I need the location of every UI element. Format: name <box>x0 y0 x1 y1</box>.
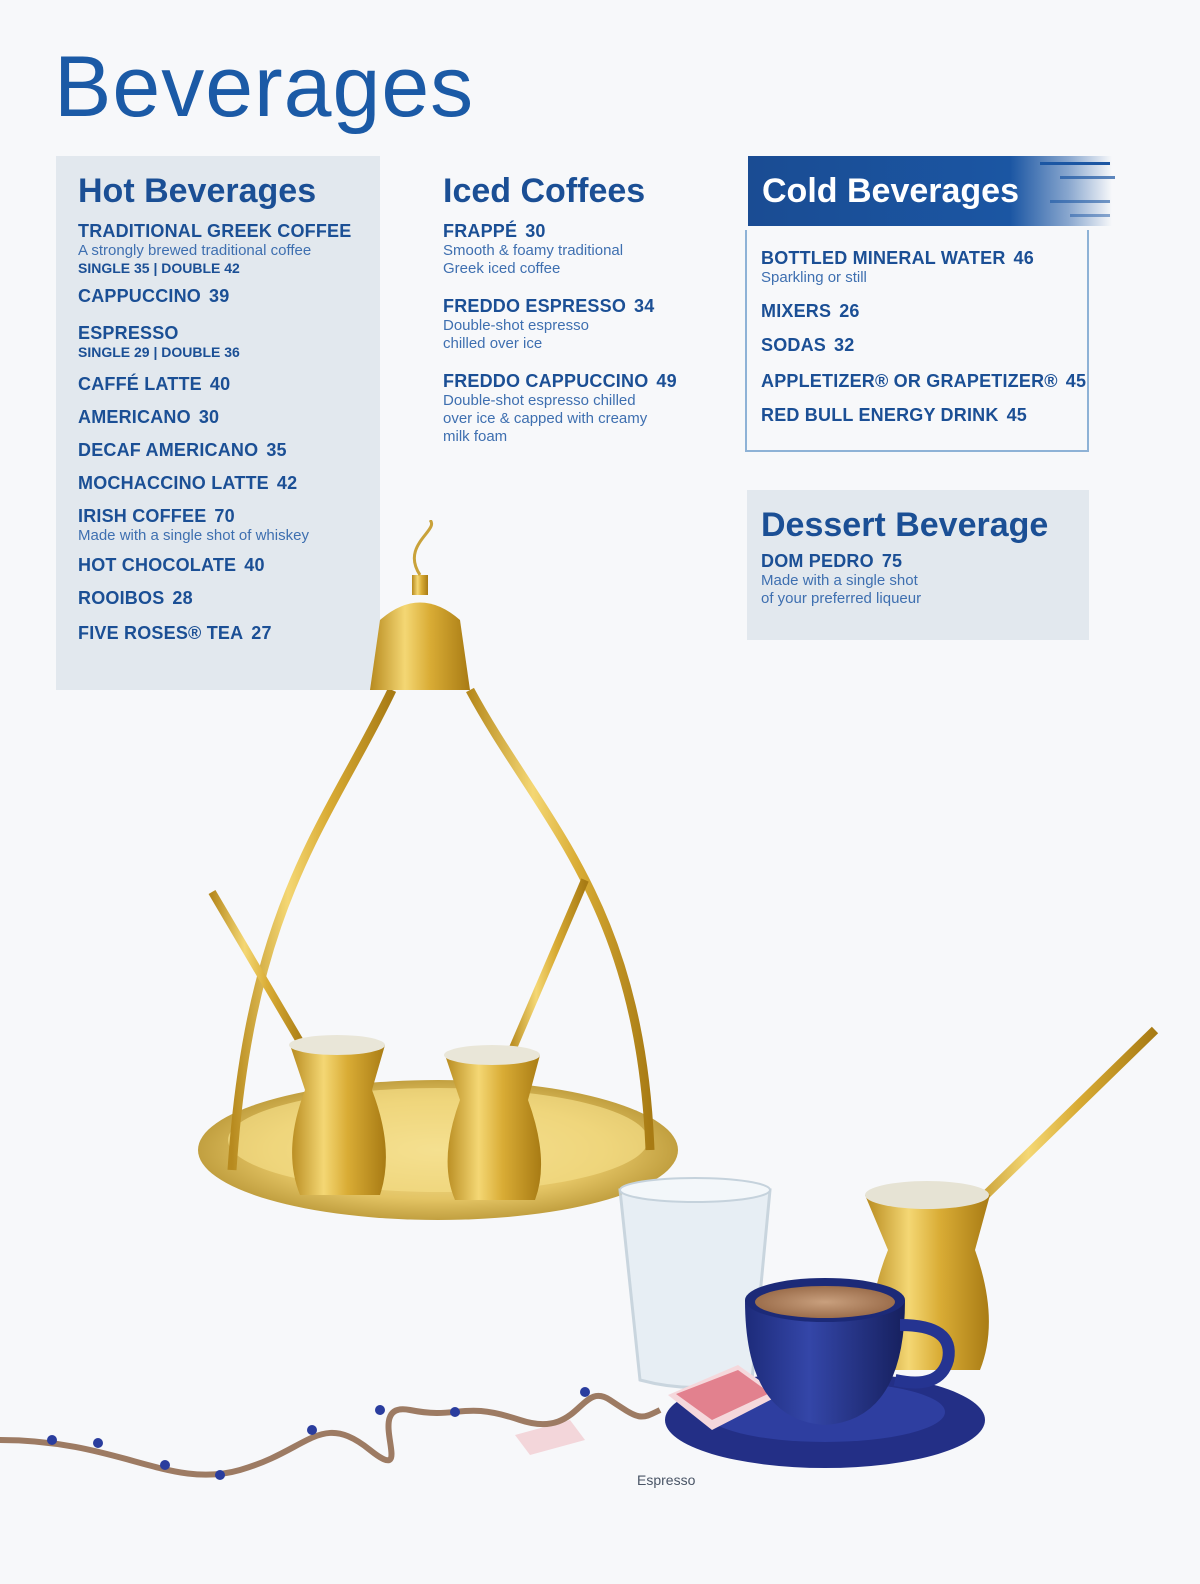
item-description: milk foam <box>443 428 508 445</box>
menu-item-americano <box>78 407 380 428</box>
item-price: 49 <box>656 371 677 391</box>
item-price: 27 <box>251 623 272 643</box>
item-description: Made with a single shot <box>761 572 918 589</box>
item-price: 39 <box>209 286 230 306</box>
cold-beverages-title: Cold Beverages <box>762 172 1019 210</box>
iced-coffees-panel <box>424 156 724 476</box>
item-price: 45 <box>1065 371 1087 391</box>
item-price: 40 <box>244 555 265 575</box>
item-price: 75 <box>881 551 903 571</box>
item-description: over ice & capped with creamy <box>443 410 648 427</box>
item-size-prices: SINGLE 35 | DOUBLE 42 <box>78 260 240 276</box>
item-size-prices: SINGLE 29 | DOUBLE 36 <box>78 344 240 360</box>
item-name: MIXERS <box>761 301 832 321</box>
menu-item-decaf-americano <box>78 440 380 461</box>
item-name: IRISH COFFEE <box>78 506 207 526</box>
iced-coffees-title: Iced Coffees <box>443 172 646 210</box>
briki-pot <box>445 1055 541 1200</box>
item-price: 30 <box>198 407 220 427</box>
item-name: AMERICANO <box>78 407 191 427</box>
item-name: RED BULL ENERGY DRINK <box>761 405 999 425</box>
item-price: 42 <box>276 473 298 493</box>
item-price: 35 <box>266 440 287 460</box>
item-name: TRADITIONAL GREEK COFFEE <box>78 221 352 241</box>
item-description: Smooth & foamy traditional <box>443 242 624 259</box>
item-description: Greek iced coffee <box>443 260 561 277</box>
item-price: 46 <box>1013 248 1034 268</box>
menu-item-sodas <box>761 335 1087 356</box>
item-name: HOT CHOCOLATE <box>78 555 237 575</box>
hot-beverages-title: Hot Beverages <box>78 172 317 210</box>
brush-stroke <box>1040 162 1110 165</box>
item-name: ROOIBOS <box>78 588 165 608</box>
item-name: ESPRESSO <box>78 323 179 343</box>
item-name: APPLETIZER® OR GRAPETIZER® <box>761 371 1058 391</box>
menu-item-mixers <box>761 301 1087 322</box>
brush-stroke <box>1050 200 1110 203</box>
item-price: 30 <box>525 221 546 241</box>
item-description: A strongly brewed traditional coffee <box>78 242 312 259</box>
item-name: CAPPUCCINO <box>78 286 202 306</box>
coffee-set-photo <box>0 520 1200 1584</box>
dessert-beverage-title: Dessert Beverage <box>761 506 1049 544</box>
item-price: 32 <box>834 335 855 355</box>
item-name: DECAF AMERICANO <box>78 440 259 460</box>
item-name: BOTTLED MINERAL WATER <box>761 248 1006 268</box>
briki-pot <box>290 1045 386 1195</box>
item-description: Double-shot espresso <box>443 317 589 334</box>
item-name: FREDDO ESPRESSO <box>443 296 627 316</box>
item-price: 40 <box>209 374 231 394</box>
item-description: Made with a single shot of whiskey <box>78 527 309 544</box>
water-glass <box>620 1190 770 1388</box>
item-price: 70 <box>214 506 235 526</box>
item-name: CAFFÉ LATTE <box>78 374 202 394</box>
item-description: of your preferred liqueur <box>761 590 922 607</box>
item-price: 28 <box>172 588 193 608</box>
menu-item-red-bull-energy-drink <box>761 405 1087 426</box>
photo-caption: Espresso <box>637 1472 696 1488</box>
menu-item-freddo-espresso <box>443 296 724 353</box>
item-name: SODAS <box>761 335 827 355</box>
menu-item-mochaccino-latte <box>78 473 380 494</box>
menu-item-cappuccino <box>78 286 380 307</box>
brush-stroke <box>1060 176 1115 179</box>
item-name: FRAPPÉ <box>443 221 518 241</box>
menu-item-freddo-cappuccino <box>443 371 724 446</box>
item-price: 26 <box>839 301 860 321</box>
menu-item-appletizer-or-grapetizer <box>761 371 1087 392</box>
cold-beverages-header <box>748 156 1112 226</box>
item-description: Sparkling or still <box>761 269 867 286</box>
item-name: FIVE ROSES® TEA <box>78 623 244 643</box>
item-name: FREDDO CAPPUCCINO <box>443 371 649 391</box>
coffee-foam <box>755 1286 895 1318</box>
menu-item-espresso <box>78 323 380 360</box>
item-price: 45 <box>1006 405 1027 425</box>
menu-item-bottled-mineral-water <box>761 248 1087 287</box>
page-title: Beverages <box>54 39 475 135</box>
brush-stroke <box>1070 214 1110 217</box>
item-price: 34 <box>634 296 655 316</box>
cold-beverages-panel <box>745 230 1089 452</box>
item-name: MOCHACCINO LATTE <box>78 473 269 493</box>
menu-item-traditional-greek-coffee <box>78 221 380 276</box>
item-name: DOM PEDRO <box>761 551 874 571</box>
menu-item-frappe <box>443 221 724 278</box>
item-description: chilled over ice <box>443 335 543 352</box>
item-description: Double-shot espresso chilled <box>443 392 636 409</box>
menu-item-caffe-latte <box>78 374 380 395</box>
